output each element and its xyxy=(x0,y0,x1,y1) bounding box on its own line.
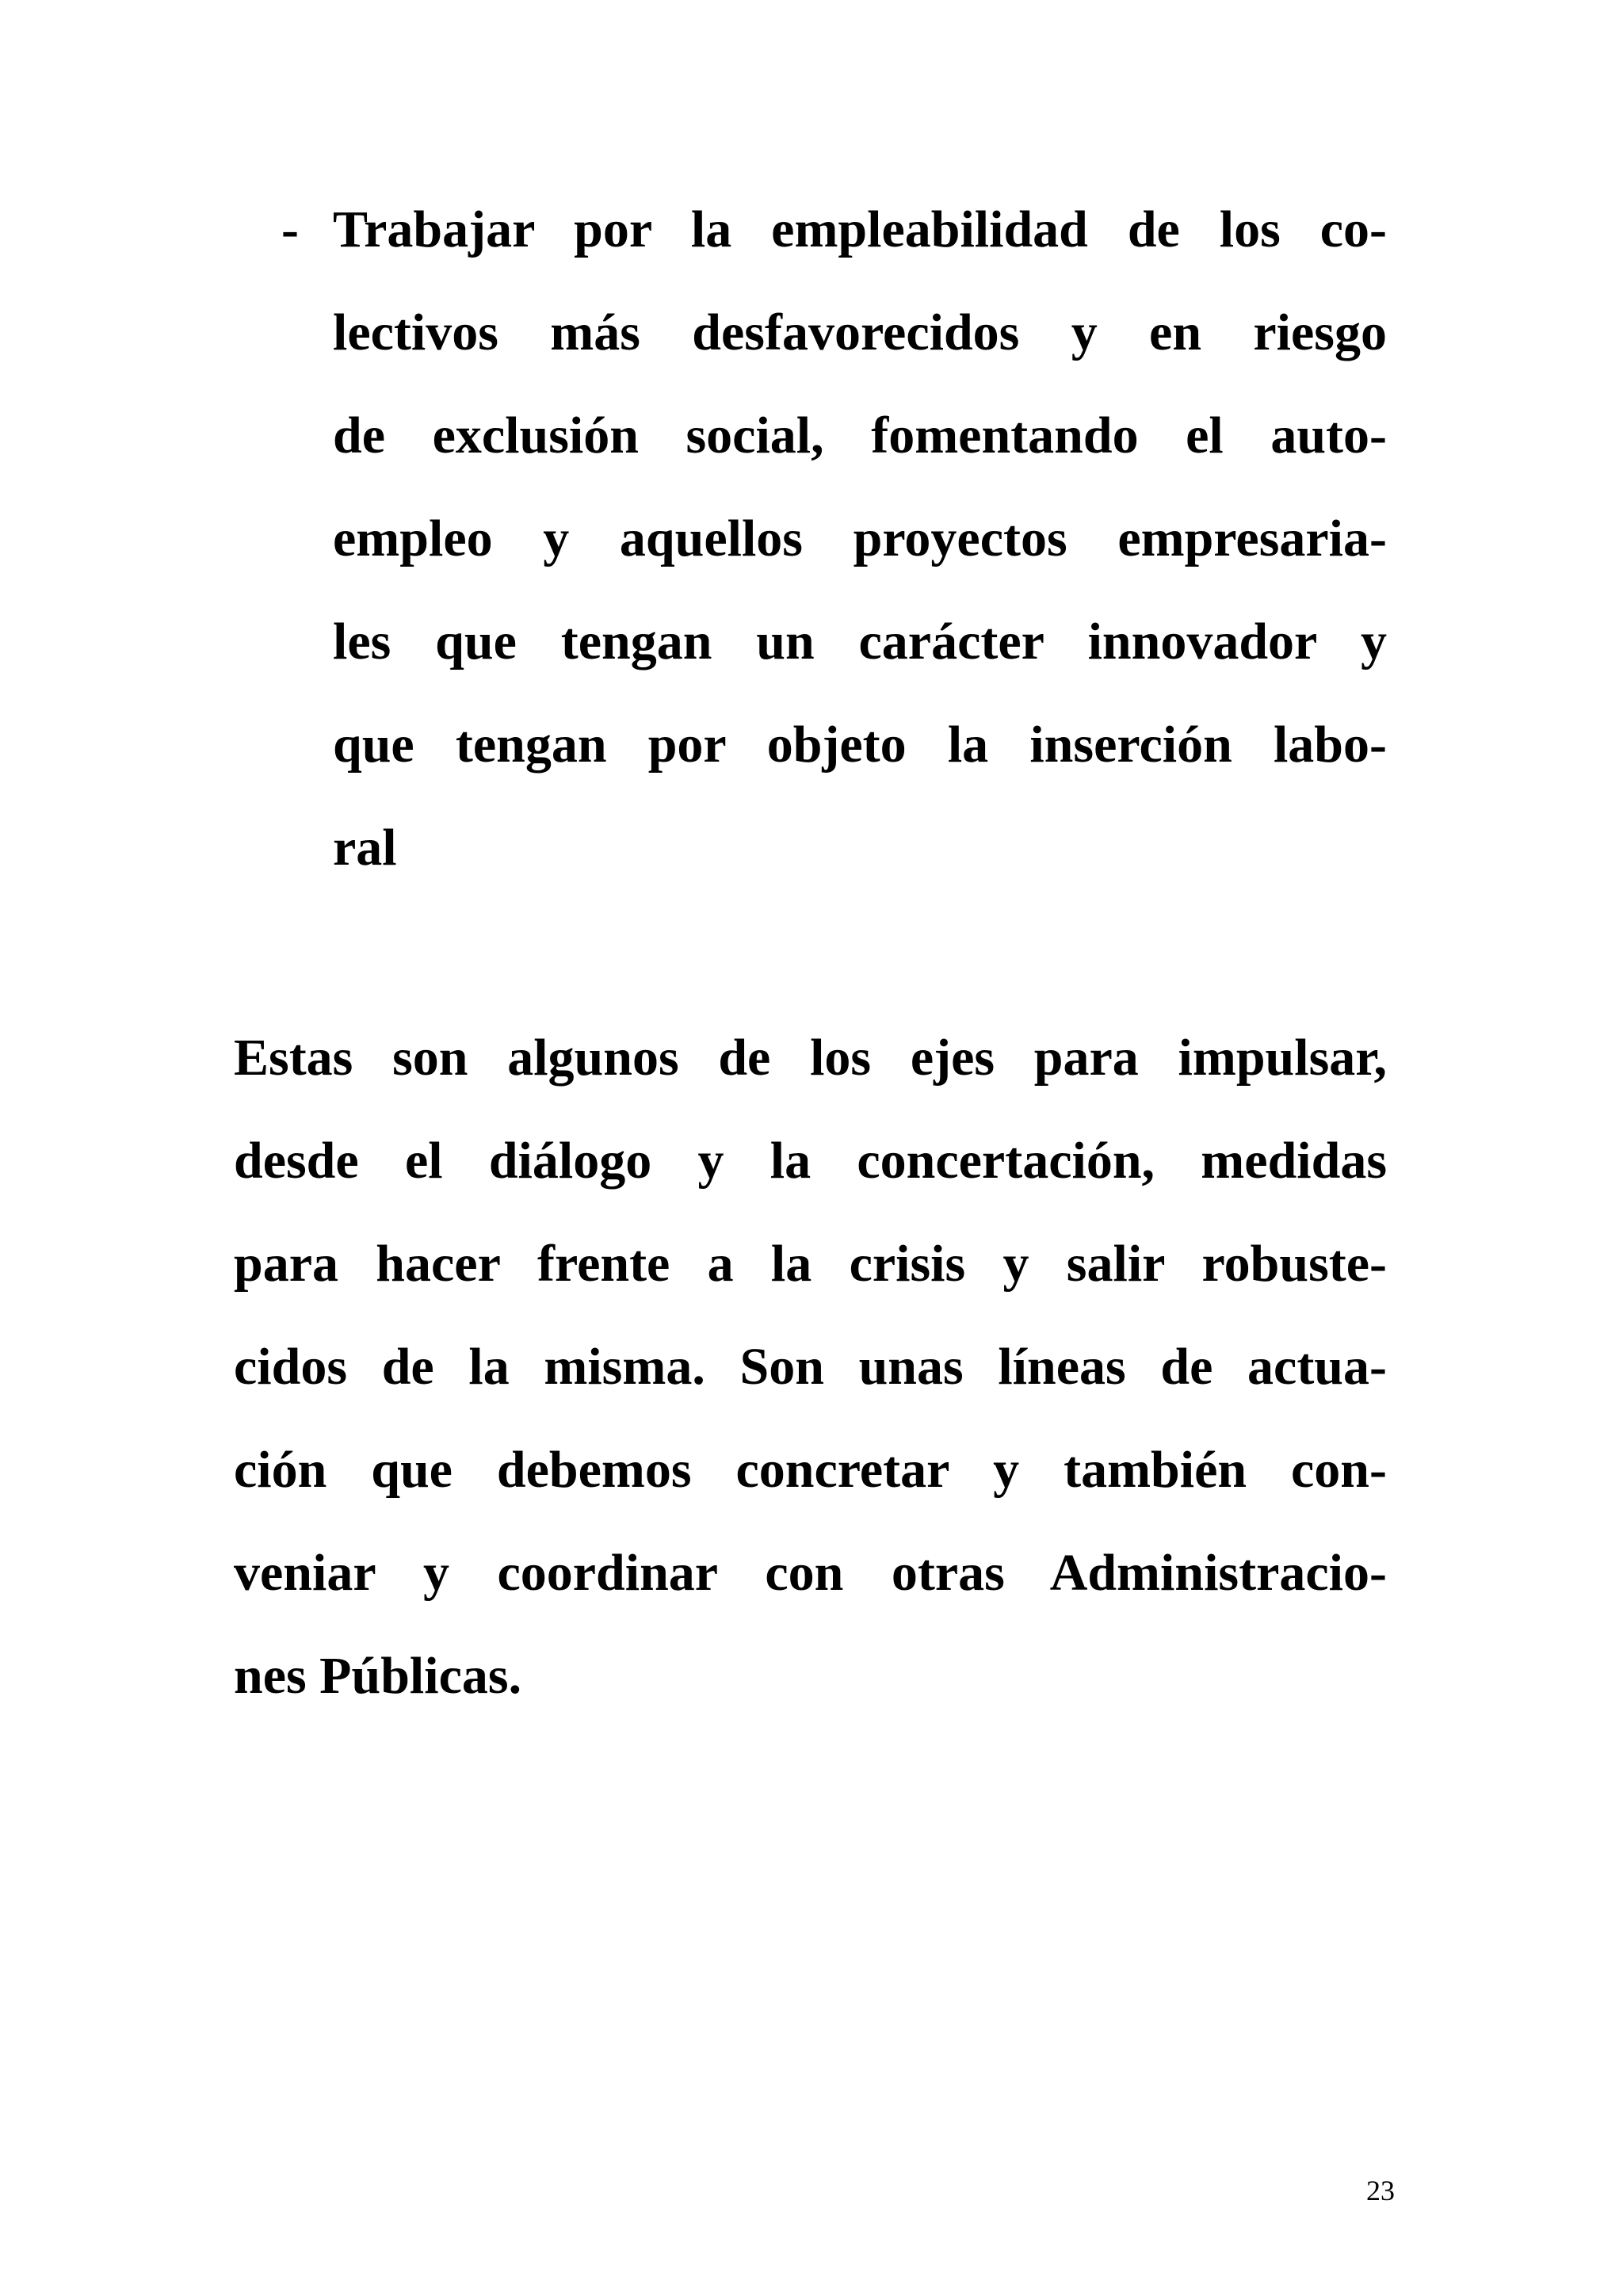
paragraph-line: Estas son algunos de los ejes para impulsar, xyxy=(234,1029,1387,1087)
bullet-line: les que tengan un carácter innovador y xyxy=(333,613,1387,670)
paragraph-line: veniar y coordinar con otras Administracio- xyxy=(234,1544,1387,1602)
paragraph-line: para hacer frente a la crisis y salir robuste- xyxy=(234,1235,1387,1293)
page-number: 23 xyxy=(1366,2175,1395,2206)
paragraph-line: cidos de la misma. Son unas líneas de actua- xyxy=(234,1338,1387,1396)
bullet-line: que tengan por objeto la inserción labo- xyxy=(333,716,1387,774)
bullet-line: empleo y aquellos proyectos empresaria- xyxy=(333,510,1387,567)
paragraph-line: nes Públicas. xyxy=(234,1647,522,1705)
bullet-line: Trabajar por la empleabilidad de los co- xyxy=(333,201,1387,258)
paragraph-line: desde el diálogo y la concertación, medidas xyxy=(234,1132,1387,1190)
bullet-line: de exclusión social, fomentando el auto- xyxy=(333,407,1387,464)
paragraph-line: ción que debemos concretar y también con- xyxy=(234,1441,1387,1499)
bullet-marker: - xyxy=(281,201,299,258)
bullet-line: ral xyxy=(333,819,397,877)
bullet-line: lectivos más desfavorecidos y en riesgo xyxy=(333,304,1387,361)
